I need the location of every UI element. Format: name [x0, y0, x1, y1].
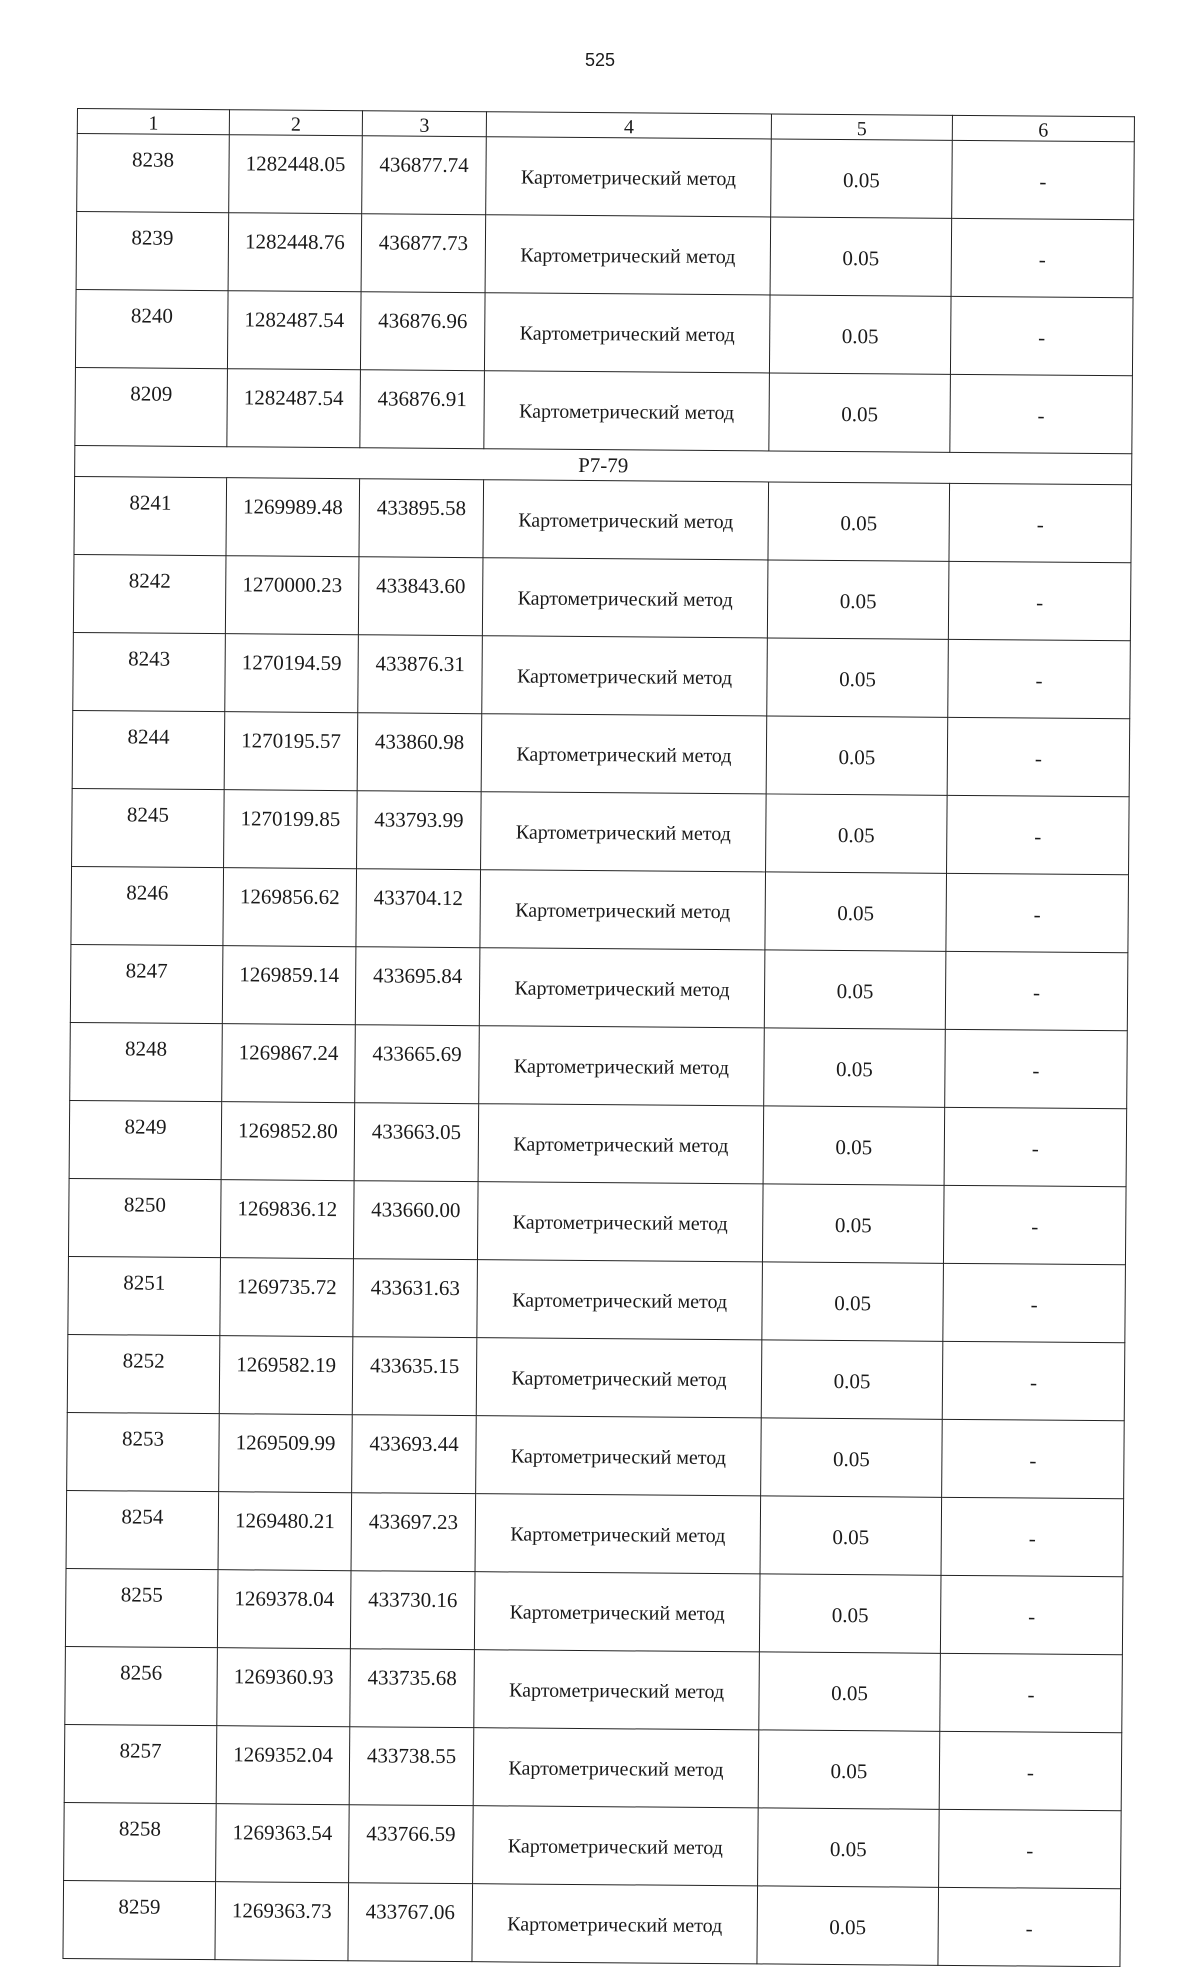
point-number-cell: 8257	[64, 1724, 217, 1803]
method-cell: Картометрический метод	[478, 1104, 764, 1184]
accuracy-cell: 0.05	[770, 217, 952, 296]
point-number-cell: 8254	[66, 1490, 219, 1569]
method-cell: Картометрический метод	[483, 480, 769, 560]
accuracy-cell: 0.05	[758, 1730, 940, 1809]
coordinate-y-cell: 433738.55	[349, 1727, 474, 1806]
accuracy-cell: 0.05	[763, 1106, 945, 1185]
coordinate-x-cell: 1270000.23	[225, 556, 359, 635]
point-number-cell: 8252	[67, 1334, 220, 1413]
note-cell: -	[950, 374, 1133, 453]
accuracy-cell: 0.05	[764, 1028, 946, 1107]
point-number-cell: 8242	[73, 554, 226, 633]
method-cell: Картометрический метод	[475, 1494, 761, 1574]
coordinate-x-cell: 1270195.57	[224, 712, 358, 791]
coordinate-y-cell: 433631.63	[353, 1259, 478, 1338]
coordinate-x-cell: 1270194.59	[225, 634, 359, 713]
accuracy-cell: 0.05	[767, 560, 949, 639]
coordinate-x-cell: 1269859.14	[222, 946, 356, 1025]
accuracy-cell: 0.05	[768, 482, 950, 561]
coordinate-y-cell: 436877.74	[362, 136, 487, 215]
accuracy-cell: 0.05	[769, 373, 951, 452]
table-row	[67, 1334, 1125, 1420]
note-cell: -	[949, 483, 1132, 562]
method-cell: Картометрический метод	[477, 1182, 763, 1262]
point-number-cell: 8240	[75, 289, 228, 368]
note-cell: -	[944, 1107, 1127, 1186]
table-row	[70, 1022, 1128, 1108]
table-row	[75, 367, 1133, 453]
note-cell: -	[950, 296, 1133, 375]
table-row	[66, 1490, 1124, 1576]
coordinate-y-cell: 433704.12	[356, 869, 481, 948]
note-cell: -	[943, 1263, 1126, 1342]
point-number-cell: 8253	[67, 1412, 220, 1491]
point-number-cell: 8238	[77, 134, 230, 213]
table-row	[63, 1880, 1121, 1966]
coordinate-x-cell: 1269582.19	[219, 1336, 353, 1415]
accuracy-cell: 0.05	[769, 295, 951, 374]
header-cell-3: 3	[362, 111, 486, 137]
coordinate-x-cell: 1269509.99	[219, 1414, 353, 1493]
coordinates-table	[62, 108, 1135, 1967]
point-number-cell: 8251	[68, 1256, 221, 1335]
coordinate-y-cell: 433665.69	[355, 1025, 480, 1104]
accuracy-cell: 0.05	[761, 1340, 943, 1419]
point-number-cell: 8243	[73, 632, 226, 711]
point-number-cell: 8249	[69, 1100, 222, 1179]
accuracy-cell: 0.05	[758, 1808, 940, 1887]
coordinate-x-cell: 1282448.05	[229, 135, 363, 214]
header-cell-6: 6	[952, 115, 1134, 141]
coordinate-y-cell: 433635.15	[352, 1337, 477, 1416]
table-row	[64, 1724, 1122, 1810]
header-cell-2: 2	[229, 110, 362, 136]
note-cell: -	[940, 1653, 1123, 1732]
note-cell: -	[946, 873, 1129, 952]
coordinate-y-cell: 436876.96	[360, 292, 485, 371]
coordinate-y-cell: 433735.68	[350, 1649, 475, 1728]
coordinate-y-cell: 433766.59	[349, 1805, 474, 1884]
coordinate-x-cell: 1282448.76	[228, 213, 362, 292]
note-cell: -	[939, 1809, 1122, 1888]
coordinate-y-cell: 436876.91	[360, 370, 485, 449]
accuracy-cell: 0.05	[759, 1574, 941, 1653]
note-cell: -	[948, 561, 1131, 640]
header-cell-5: 5	[771, 114, 952, 140]
accuracy-cell: 0.05	[766, 716, 948, 795]
coordinate-x-cell: 1282487.54	[227, 369, 361, 448]
method-cell: Картометрический метод	[476, 1338, 762, 1418]
point-number-cell: 8259	[63, 1880, 216, 1959]
method-cell: Картометрический метод	[482, 558, 768, 638]
note-cell: -	[941, 1497, 1124, 1576]
note-cell: -	[943, 1185, 1126, 1264]
coordinate-y-cell: 433860.98	[357, 713, 482, 792]
table-row	[67, 1412, 1125, 1498]
point-number-cell: 8258	[64, 1802, 217, 1881]
method-cell: Картометрический метод	[473, 1806, 759, 1886]
header-cell-1: 1	[77, 109, 229, 135]
coordinate-y-cell: 433697.23	[351, 1493, 476, 1572]
coordinate-x-cell: 1269363.73	[215, 1882, 349, 1961]
coordinate-y-cell: 436877.73	[361, 214, 486, 293]
table-row	[74, 476, 1132, 562]
note-cell: -	[940, 1575, 1123, 1654]
coordinate-y-cell: 433695.84	[355, 947, 480, 1026]
coordinate-y-cell: 433660.00	[353, 1181, 478, 1260]
coordinate-x-cell: 1269856.62	[223, 868, 357, 947]
note-cell: -	[945, 951, 1128, 1030]
table-row	[68, 1178, 1126, 1264]
coordinate-x-cell: 1269735.72	[220, 1258, 354, 1337]
coordinate-x-cell: 1269352.04	[216, 1726, 350, 1805]
accuracy-cell: 0.05	[771, 139, 953, 218]
accuracy-cell: 0.05	[762, 1184, 944, 1263]
method-cell: Картометрический метод	[484, 293, 770, 373]
note-cell: -	[942, 1419, 1125, 1498]
coordinate-x-cell: 1282487.54	[227, 291, 361, 370]
point-number-cell: 8241	[74, 476, 227, 555]
table-row	[73, 554, 1131, 640]
method-cell: Картометрический метод	[477, 1260, 763, 1340]
method-cell: Картометрический метод	[479, 948, 765, 1028]
point-number-cell: 8239	[76, 212, 229, 291]
table-row	[69, 1100, 1127, 1186]
table-row	[71, 866, 1129, 952]
table-row	[77, 134, 1135, 220]
coordinate-x-cell: 1269360.93	[217, 1648, 351, 1727]
accuracy-cell: 0.05	[766, 794, 948, 873]
note-cell: -	[951, 218, 1134, 297]
table-row	[72, 710, 1130, 796]
table-row	[70, 944, 1128, 1030]
method-cell: Картометрический метод	[482, 636, 768, 716]
accuracy-cell: 0.05	[759, 1652, 941, 1731]
point-number-cell: 8246	[71, 866, 224, 945]
note-cell: -	[947, 717, 1130, 796]
coordinate-x-cell: 1269867.24	[222, 1024, 356, 1103]
note-cell: -	[952, 140, 1135, 219]
coordinates-table-body	[63, 109, 1134, 1967]
header-cell-4: 4	[486, 112, 771, 139]
table-row	[75, 289, 1133, 375]
accuracy-cell: 0.05	[760, 1496, 942, 1575]
table-row	[72, 788, 1130, 874]
method-cell: Картометрический метод	[484, 371, 770, 451]
coordinate-y-cell: 433767.06	[348, 1883, 473, 1962]
coordinate-y-cell: 433843.60	[358, 557, 483, 636]
table-row	[64, 1802, 1122, 1888]
table-row	[65, 1646, 1123, 1732]
method-cell: Картометрический метод	[474, 1572, 760, 1652]
method-cell: Картометрический метод	[481, 792, 767, 872]
method-cell: Картометрический метод	[473, 1728, 759, 1808]
method-cell: Картометрический метод	[472, 1884, 758, 1964]
table-row	[65, 1568, 1123, 1654]
method-cell: Картометрический метод	[474, 1650, 760, 1730]
coordinate-x-cell: 1269836.12	[220, 1180, 354, 1259]
method-cell: Картометрический метод	[485, 215, 771, 295]
point-number-cell: 8248	[70, 1022, 223, 1101]
note-cell: -	[947, 795, 1130, 874]
point-number-cell: 8256	[65, 1646, 218, 1725]
coordinate-x-cell: 1269480.21	[218, 1492, 352, 1571]
table-row	[68, 1256, 1126, 1342]
coordinate-y-cell: 433730.16	[350, 1571, 475, 1650]
coordinate-x-cell: 1269363.54	[216, 1804, 350, 1883]
point-number-cell: 8250	[68, 1178, 221, 1257]
coordinate-x-cell: 1269989.48	[226, 478, 360, 557]
accuracy-cell: 0.05	[764, 950, 946, 1029]
note-cell: -	[942, 1341, 1125, 1420]
accuracy-cell: 0.05	[757, 1886, 939, 1965]
point-number-cell: 8209	[75, 367, 228, 446]
accuracy-cell: 0.05	[767, 638, 949, 717]
note-cell: -	[945, 1029, 1128, 1108]
page-number: 525	[584, 50, 616, 70]
table-row	[76, 212, 1134, 298]
point-number-cell: 8247	[70, 944, 223, 1023]
method-cell: Картометрический метод	[486, 137, 772, 217]
note-cell: -	[939, 1731, 1122, 1810]
method-cell: Картометрический метод	[480, 870, 766, 950]
note-cell: -	[948, 639, 1131, 718]
coordinate-x-cell: 1270199.85	[224, 790, 358, 869]
table-row	[73, 632, 1131, 718]
coordinate-y-cell: 433663.05	[354, 1103, 479, 1182]
accuracy-cell: 0.05	[762, 1262, 944, 1341]
method-cell: Картометрический метод	[481, 714, 767, 794]
accuracy-cell: 0.05	[765, 872, 947, 951]
point-number-cell: 8244	[72, 710, 225, 789]
coordinate-x-cell: 1269378.04	[217, 1570, 351, 1649]
coordinate-y-cell: 433693.44	[352, 1415, 477, 1494]
point-number-cell: 8245	[72, 788, 225, 867]
coordinate-x-cell: 1269852.80	[221, 1102, 355, 1181]
accuracy-cell: 0.05	[761, 1418, 943, 1497]
coordinate-y-cell: 433876.31	[358, 635, 483, 714]
coordinate-y-cell: 433895.58	[359, 479, 484, 558]
note-cell: -	[938, 1887, 1121, 1966]
method-cell: Картометрический метод	[476, 1416, 762, 1496]
point-number-cell: 8255	[65, 1568, 218, 1647]
coordinate-y-cell: 433793.99	[357, 791, 482, 870]
section-title: Р7-79	[75, 445, 1132, 484]
method-cell: Картометрический метод	[479, 1026, 765, 1106]
